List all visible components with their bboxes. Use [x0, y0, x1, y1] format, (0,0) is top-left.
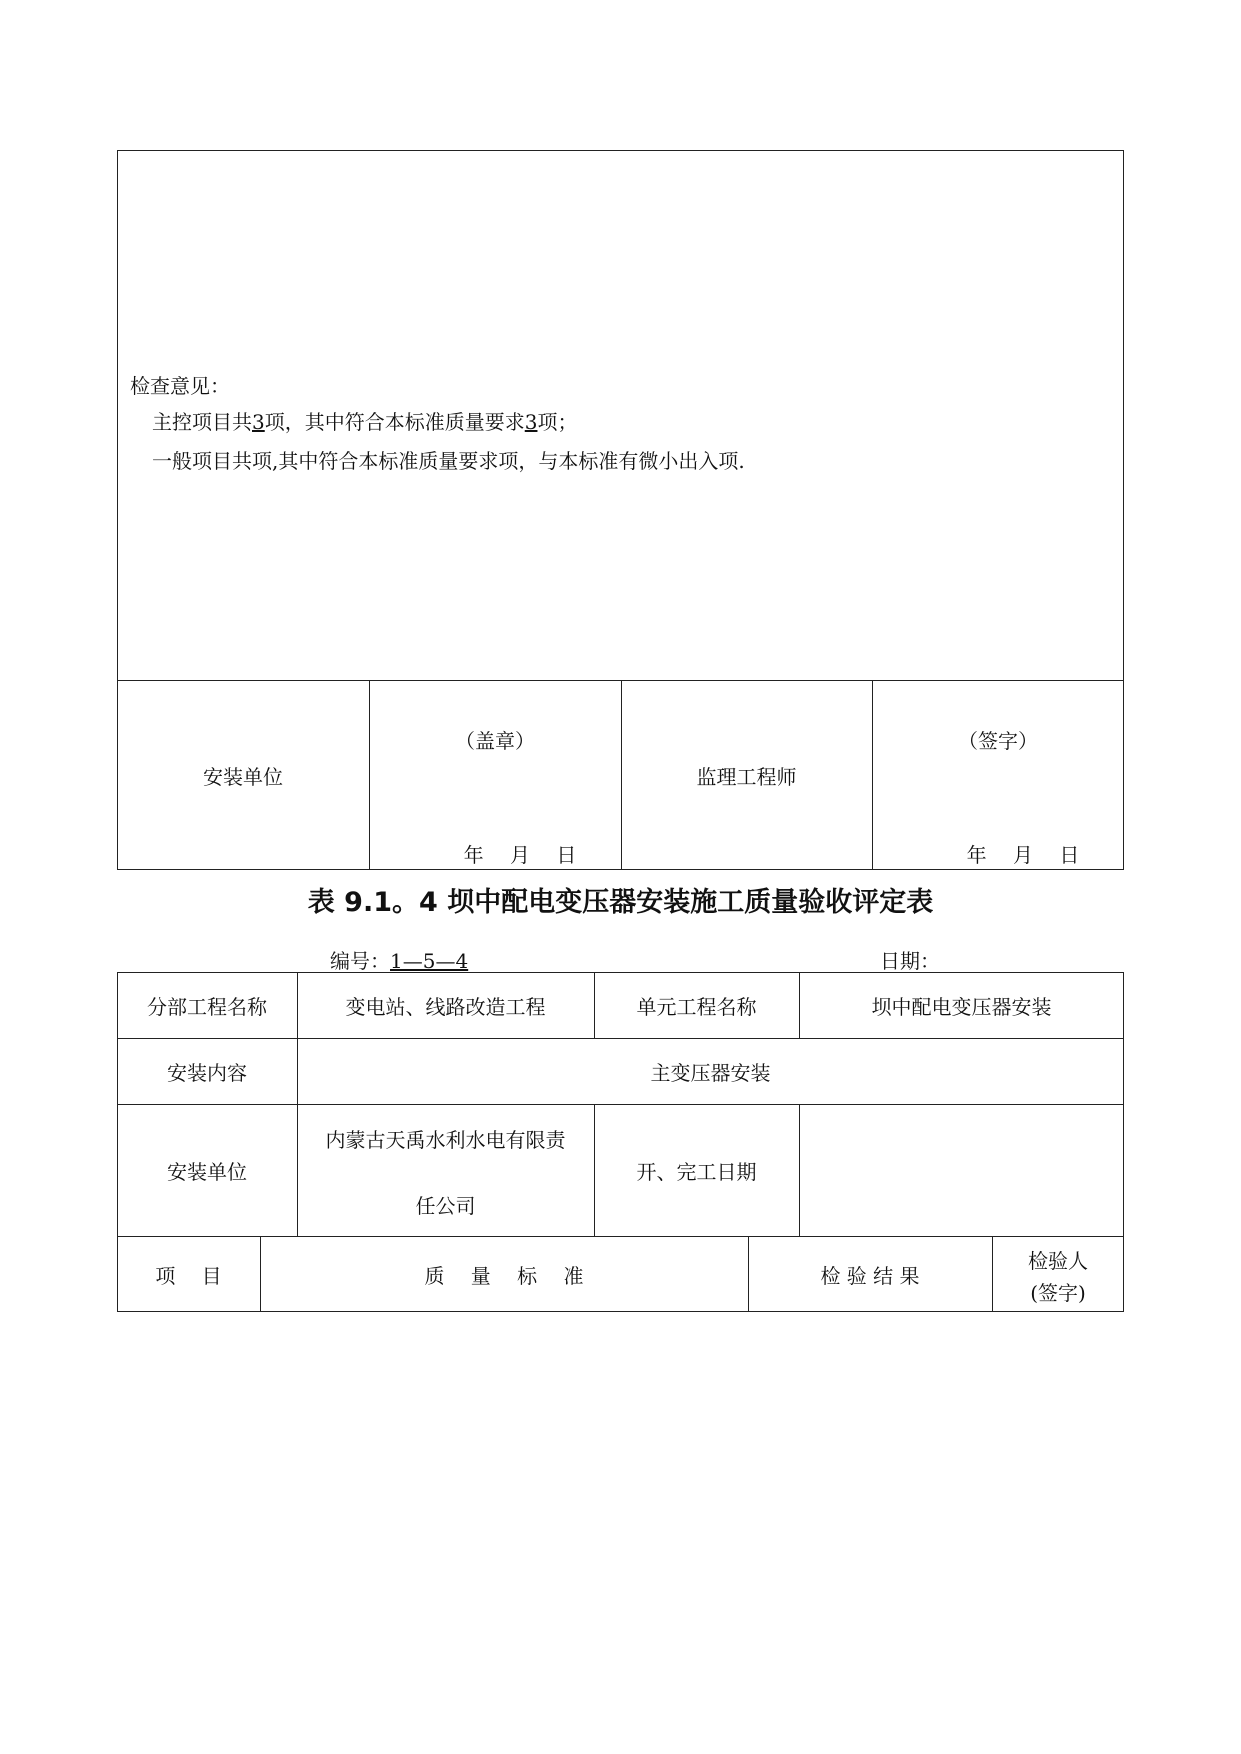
signoff-installer-label: 安装单位 — [203, 764, 283, 789]
form-title: 表 9.1。4 坝中配电变压器安装施工质量验收评定表 — [307, 887, 934, 918]
main-items-text-1: 主控项目共 — [152, 410, 252, 434]
dates-label: 开、完工日期 — [636, 1159, 757, 1184]
form-date-label: 日期： — [880, 949, 940, 973]
main-items-passed: 3 — [524, 410, 538, 434]
installer-value-line2: 任公司 — [415, 1193, 476, 1218]
header-standard: 质 量 标 准 — [424, 1263, 584, 1288]
signoff-sign-label: （签字） — [958, 728, 1038, 753]
content-label: 安装内容 — [167, 1060, 247, 1085]
main-items-line — [152, 406, 577, 435]
header-result: 检 验 结 果 — [820, 1263, 920, 1288]
header-item: 项 目 — [155, 1263, 222, 1288]
main-items-text-2: 项，其中符合本标准质量要求 — [264, 410, 525, 434]
main-items-total: 3 — [252, 410, 265, 434]
content-value: 主变压器安装 — [650, 1060, 771, 1085]
signoff-col-divider-3 — [872, 680, 873, 870]
form-number-value: 1—5—4 — [390, 949, 469, 973]
sub-project-value: 变电站、线路改造工程 — [345, 994, 546, 1019]
unit-project-value: 坝中配电变压器安装 — [871, 994, 1052, 1019]
signoff-seal-label: （盖章） — [455, 728, 535, 753]
signoff-date-left: 年 月 日 — [463, 842, 577, 867]
signoff-col-divider-1 — [369, 680, 370, 870]
form-number-label: 编号： — [330, 949, 390, 973]
installer-label: 安装单位 — [167, 1159, 247, 1184]
header-inspector-line2: (签字) — [1030, 1280, 1086, 1305]
signoff-supervisor-label: 监理工程师 — [696, 764, 797, 789]
opinion-heading: 检查意见： — [130, 374, 230, 398]
form-number — [330, 945, 468, 974]
header-inspector-line1: 检验人 — [1028, 1248, 1088, 1273]
general-items-line: 一般项目共项,其中符合本标准质量要求项，与本标准有微小出入项. — [152, 449, 745, 473]
main-items-text-3: 项； — [537, 410, 578, 434]
installer-value-line1: 内蒙古天禹水利水电有限责 — [325, 1127, 566, 1152]
unit-project-label: 单元工程名称 — [636, 994, 757, 1019]
sub-project-label: 分部工程名称 — [147, 994, 267, 1019]
signoff-date-right: 年 月 日 — [966, 842, 1080, 867]
dates-value — [799, 1104, 1124, 1236]
